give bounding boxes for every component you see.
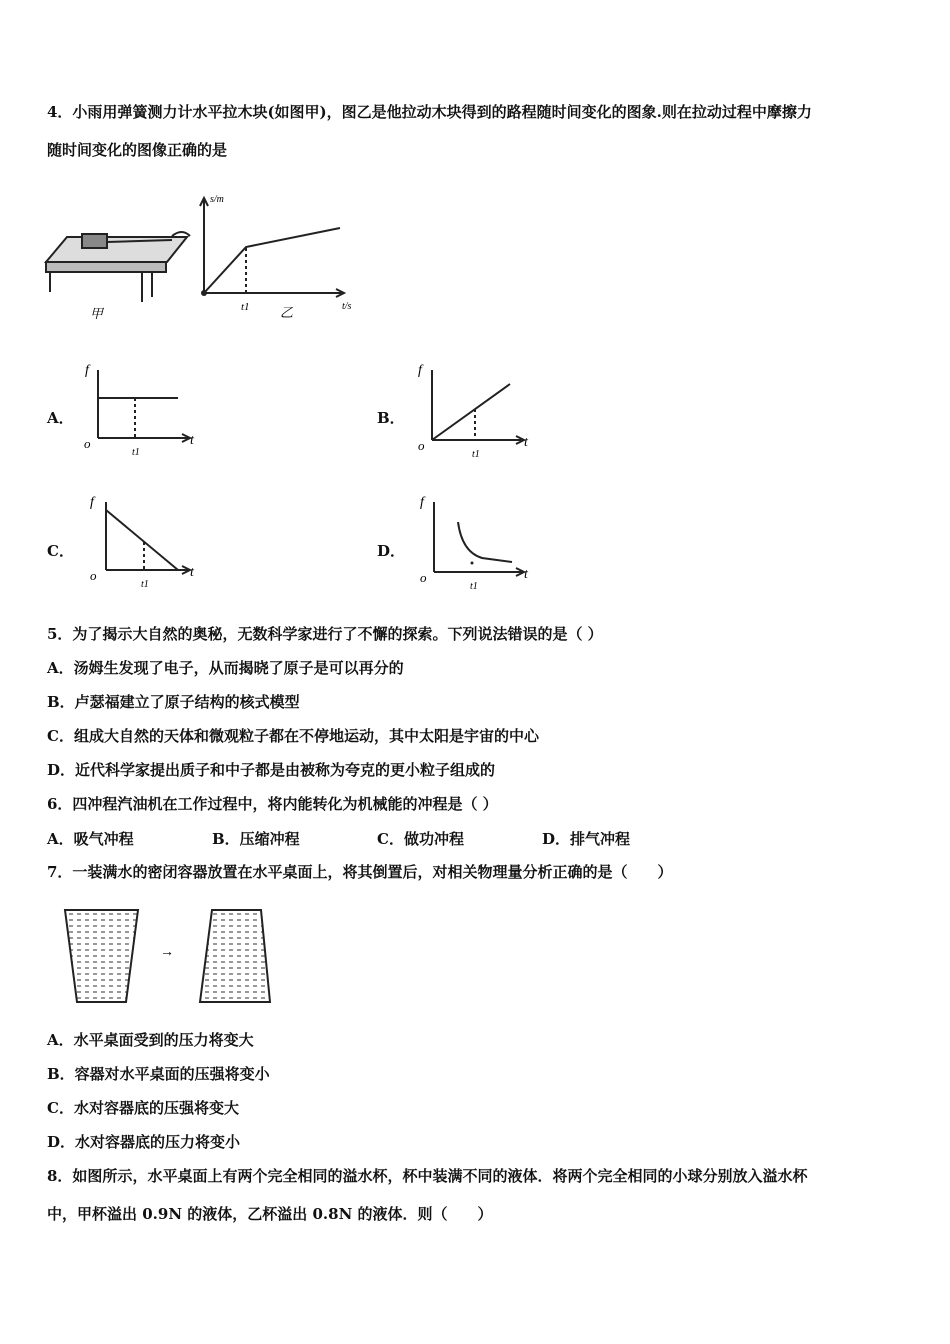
q8-stem-line2: 中，甲杯溢出 0.9N 的液体，乙杯溢出 0.8N 的液体．则（ ） (47, 1205, 493, 1223)
q4-option-d-label[interactable]: D． (377, 542, 406, 560)
fig-jia-label: 甲 (90, 306, 104, 321)
q4-option-c-label[interactable]: C． (47, 542, 74, 560)
svg-text:t1: t1 (132, 447, 140, 458)
q5-option-a[interactable]: A．汤姆生发现了电子，从而揭晓了原子是可以再分的 (47, 659, 404, 677)
container-inverted (200, 910, 270, 1002)
svg-text:t: t (190, 565, 194, 580)
q7-option-c[interactable]: C．水对容器底的压强将变大 (47, 1099, 239, 1117)
svg-text:o: o (84, 436, 91, 451)
svg-text:o: o (90, 568, 97, 583)
svg-text:t1: t1 (470, 581, 478, 592)
q7-stem: 7．一装满水的密闭容器放置在水平桌面上，将其倒置后，对相关物理量分析正确的是（ ） (47, 863, 673, 881)
q5-option-c[interactable]: C．组成大自然的天体和微观粒子都在不停地运动，其中太阳是宇宙的中心 (47, 727, 539, 745)
svg-text:o: o (420, 570, 427, 585)
q6-option-b[interactable]: B．压缩冲程 (212, 830, 300, 848)
q4-option-d-graph[interactable] (412, 490, 537, 595)
q6-option-c[interactable]: C．做功冲程 (377, 830, 464, 848)
figure-jia (42, 222, 192, 322)
q4-option-b-graph[interactable] (412, 358, 537, 463)
svg-text:t: t (190, 433, 194, 448)
container-upright (65, 910, 138, 1002)
svg-text:t: t (524, 567, 528, 582)
svg-text:t: t (524, 435, 528, 450)
svg-text:f: f (418, 363, 422, 378)
yi-axis-x: t/s (342, 301, 352, 312)
svg-text:t1: t1 (141, 579, 149, 590)
q7-option-a[interactable]: A．水平桌面受到的压力将变大 (47, 1031, 254, 1049)
arrow: → (160, 945, 174, 960)
figure-yi (192, 188, 372, 323)
q6-stem: 6．四冲程汽油机在工作过程中，将内能转化为机械能的冲程是（ ） (47, 795, 498, 813)
q4-option-b-label[interactable]: B． (377, 409, 405, 427)
q7-option-b[interactable]: B．容器对水平桌面的压强将变小 (47, 1065, 270, 1083)
fig-yi-label: 乙 (280, 305, 294, 320)
q8-stem-line1: 8．如图所示，水平桌面上有两个完全相同的溢水杯，杯中装满不同的液体．将两个完全相同的小球分别放入溢水杯 (47, 1167, 808, 1185)
q6-options-row (0, 828, 950, 850)
q6-option-a[interactable]: A．吸气冲程 (47, 830, 134, 848)
q4-stem-line2: 随时间变化的图像正确的是 (47, 141, 228, 159)
q7-option-d[interactable]: D．水对容器底的压力将变小 (47, 1133, 241, 1151)
yi-t1: t1 (241, 301, 250, 313)
q4-option-c-graph[interactable] (80, 490, 205, 595)
q5-option-b[interactable]: B．卢瑟福建立了原子结构的核式模型 (47, 693, 300, 711)
svg-text:f: f (85, 363, 89, 378)
q4-stem-line1: 4．小雨用弹簧测力计水平拉木块(如图甲)，图乙是他拉动木块得到的路程随时间变化的图象.则在拉动过程中摩擦力 (47, 103, 812, 121)
q6-option-d[interactable]: D．排气冲程 (542, 830, 631, 848)
svg-text:t1: t1 (472, 449, 480, 460)
svg-text:f: f (90, 495, 94, 510)
q5-stem: 5．为了揭示大自然的奥秘，无数科学家进行了不懈的探索。下列说法错误的是（ ） (47, 625, 603, 643)
q4-option-a-label[interactable]: A． (47, 409, 74, 427)
q7-containers-figure (60, 905, 300, 1010)
yi-axis-y: s/m (210, 194, 224, 205)
q5-option-d[interactable]: D．近代科学家提出质子和中子都是由被称为夸克的更小粒子组成的 (47, 761, 496, 779)
q4-option-a-graph[interactable] (80, 358, 205, 463)
svg-text:f: f (420, 495, 424, 510)
svg-text:o: o (418, 438, 425, 453)
